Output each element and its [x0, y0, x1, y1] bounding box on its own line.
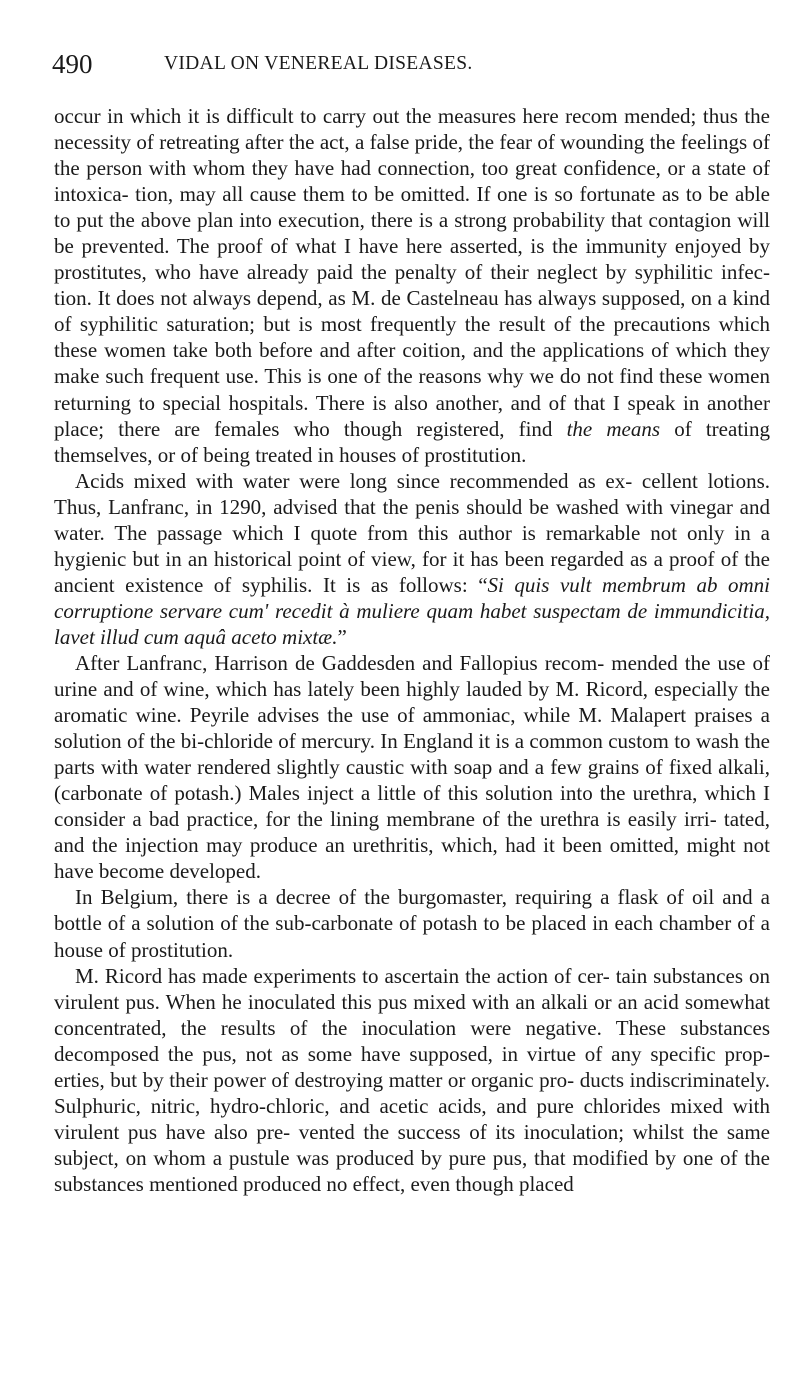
paragraph-text: In Belgium, there is a decree of the burgomaster, requiring a flask of oil and a bottle of a solution of the sub-carbonate of potash to be placed in each chamber of a house of prostitution.: [54, 885, 770, 962]
paragraph-text-continued: of treating themselves, or of being treated in houses of prostitution.: [54, 416, 770, 467]
body-text: [54, 103, 770, 1197]
paragraph: [54, 884, 770, 962]
paragraph-text: M. Ricord has made experiments to ascertain the action of cer- tain substances on virulent pus. When he inoculated this pus mixed with an alkali or an acid somewhat concentrated, the results of the inoculation were negative. These substances decomposed the pus, not as some have supposed, in virtue of any specific prop- erties, but by their power of destroying matter or organic pro- ducts indiscriminately. Sulphuric, nitric, hydro-chloric, and acetic acids, and pure chlorides mixed with virulent pus have also pre- vented the success of its inoculation; whilst the same subject, on whom a pustule was produced by pure pus, that modified by one of the substances mentioned produced no effect, even though placed: [54, 963, 770, 1196]
italic-phrase: the means: [566, 416, 661, 441]
paragraph: [54, 103, 770, 468]
paragraph: [54, 650, 770, 884]
paragraph-text: Acids mixed with water were long since recommended as ex- cellent lotions. Thus, Lanfranc, in 1290, advised that the penis should be washed with vinegar and water. The passage which I quote from this author is remarkable not only in a hygienic but in an historical point of view, for it has been regarded as a proof of the ancient existence of syphilis. It is as follows: “: [54, 468, 770, 597]
running-head: VIDAL ON VENEREAL DISEASES.: [164, 53, 473, 74]
paragraph: [54, 468, 770, 650]
paragraph-text: occur in which it is difficult to carry out the measures here recom mended; thus the necessity of retreating after the act, a false pride, the fear of wounding the feelings of the person with whom they have had connection, too great confidence, or a state of intoxica- tion, may all cause them to be omitted. If one is so fortunate as to be able to put the above plan into execution, there is a strong probability that contagion will be prevented. The proof of what I have here asserted, is the immunity enjoyed by prostitutes, who have already paid the penalty of their neglect by syphilitic infec- tion. It does not always depend, as M. de Castelneau has always supposed, on a kind of syphilitic saturation; but is most frequently the result of the precautions which these women take both before and after coition, and the applications of which they make such frequent use. This is one of the reasons why we do not find these women returning to special hospitals. There is also another, and of that I speak in another place; there are females who though registered, find: [54, 104, 770, 441]
page-number: 490: [52, 49, 93, 79]
paragraph-text: After Lanfranc, Harrison de Gaddesden and Fallopius recom- mended the use of urine and of wine, which has lately been highly lauded by M. Ricord, especially the aromatic wine. Peyrile advises the use of ammoniac, while M. Malapert praises a solution of the bi-chloride of mercury. In England it is a common custom to wash the parts with water rendered slightly caustic with soap and a few grains of fixed alkali, (carbonate of potash.) Males inject a little of this solution into the urethra, which I consider a bad practice, for the lining membrane of the urethra is easily irri- tated, and the injection may produce an urethritis, which, had it been omitted, might not have become developed.: [54, 650, 770, 884]
latin-quotation: Si quis vult membrum ab omni corruptione servare cum' recedit à muliere quam habet suspectam de immundicitia, lavet illud cum aquâ aceto mixtæ.: [54, 572, 770, 649]
paragraph-text-continued: ”: [337, 624, 347, 649]
page-header: [52, 44, 772, 84]
paragraph: [54, 963, 770, 1197]
